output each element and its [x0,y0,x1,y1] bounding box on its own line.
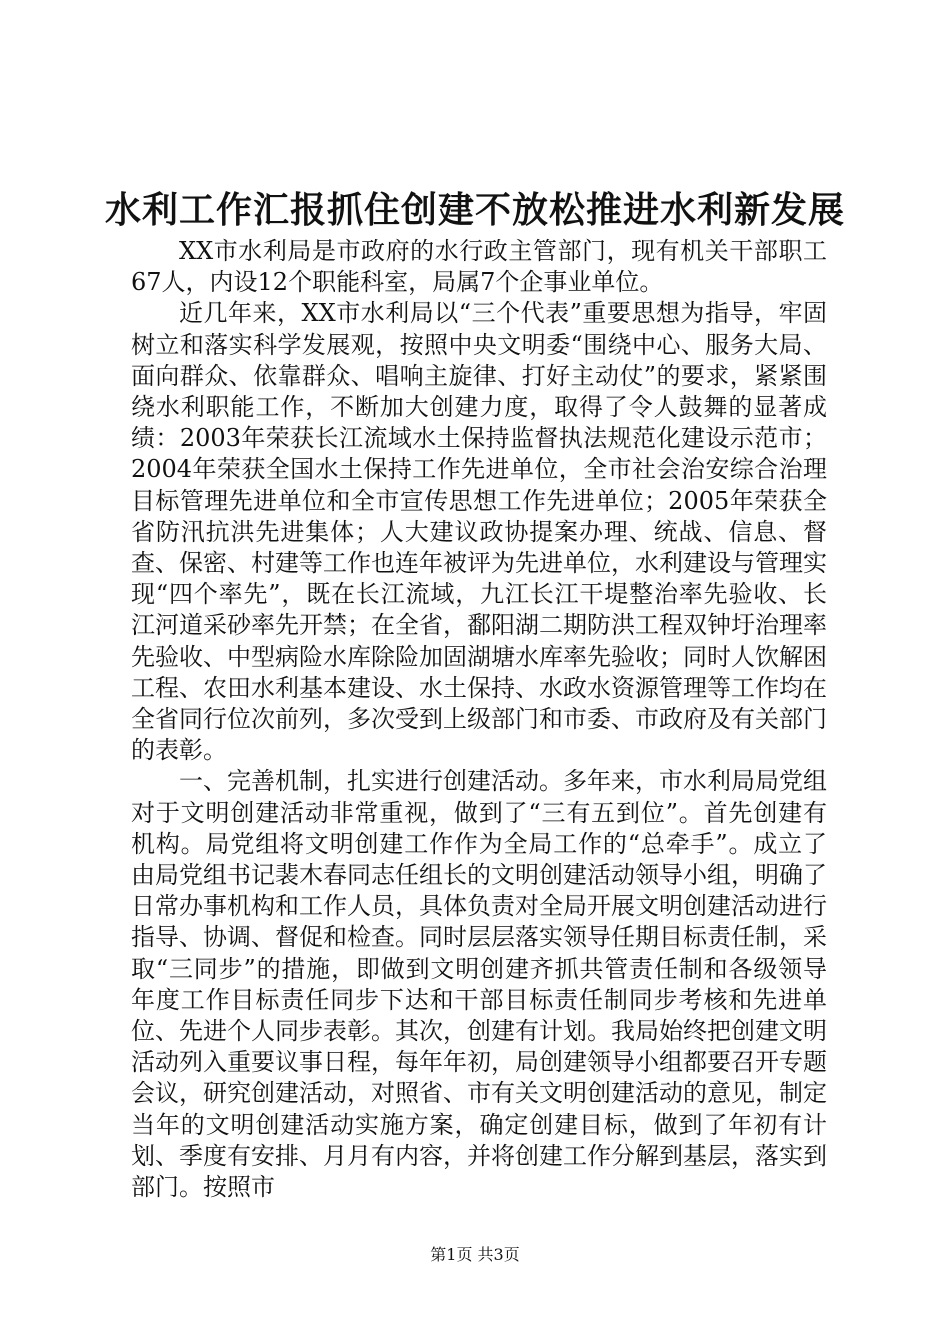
paragraph-achievements: 近几年来，XX市水利局以“三个代表”重要思想为指导，牢固树立和落实科学发展观，按照中央文明委“围绕中心、服务大局、面向群众、依靠群众、唱响主旋律、打好主动仗”的要求，紧紧围绕水利职能工作，不断加大创建力度，取得了令人鼓舞的显著成绩：2003年荣获长江流域水土保持监督执法规范化建设示范市；2004年荣获全国水土保持工作先进单位，全市社会治安综合治理目标管理先进单位和全市宣传思想工作先进单位；2005年荣获全省防汛抗洪先进集体；人大建议政协提案办理、统战、信息、督查、保密、村建等工作也连年被评为先进单位，水利建设与管理实现“四个率先”，既在长江流域，九江长江干堤整治率先验收、长江河道采砂率先开禁；在全省，鄱阳湖二期防洪工程双钟圩治理率先验收、中型病险水库除险加固湖塘水库率先验收；同时人饮解困工程、农田水利基本建设、水土保持、水政水资源管理等工作均在全省同行位次前列，多次受到上级部门和市委、市政府及有关部门的表彰。 [131,299,827,765]
document-title: 水利工作汇报抓住创建不放松推进水利新发展 [104,189,845,231]
document-body [131,236,827,1203]
page-number-footer: 第1页 共3页 [430,1245,520,1264]
paragraph-intro: XX市水利局是市政府的水行政主管部门，现有机关干部职工67人，内设12个职能科室，局属7个企事业单位。 [131,237,827,297]
paragraph-mechanism: 一、完善机制，扎实进行创建活动。多年来，市水利局局党组对于文明创建活动非常重视，做到了“三有五到位”。首先创建有机构。局党组将文明创建工作作为全局工作的“总牵手”。成立了由局党组书记裴木春同志任组长的文明创建活动领导小组，明确了日常办事机构和工作人员，具体负责对全局开展文明创建活动进行指导、协调、督促和检查。同时层层落实领导任期目标责任制，采取“三同步”的措施，即做到文明创建齐抓共管责任制和各级领导年度工作目标责任同步下达和干部目标责任制同步考核和先进单位、先进个人同步表彰。其次，创建有计划。我局始终把创建文明活动列入重要议事日程，每年年初，局创建领导小组都要召开专题会议，研究创建活动，对照省、市有关文明创建活动的意见，制定当年的文明创建活动实施方案，确定创建目标，做到了年初有计划、季度有安排、月月有内容，并将创建工作分解到基层，落实到部门。按照市 [131,767,827,1202]
